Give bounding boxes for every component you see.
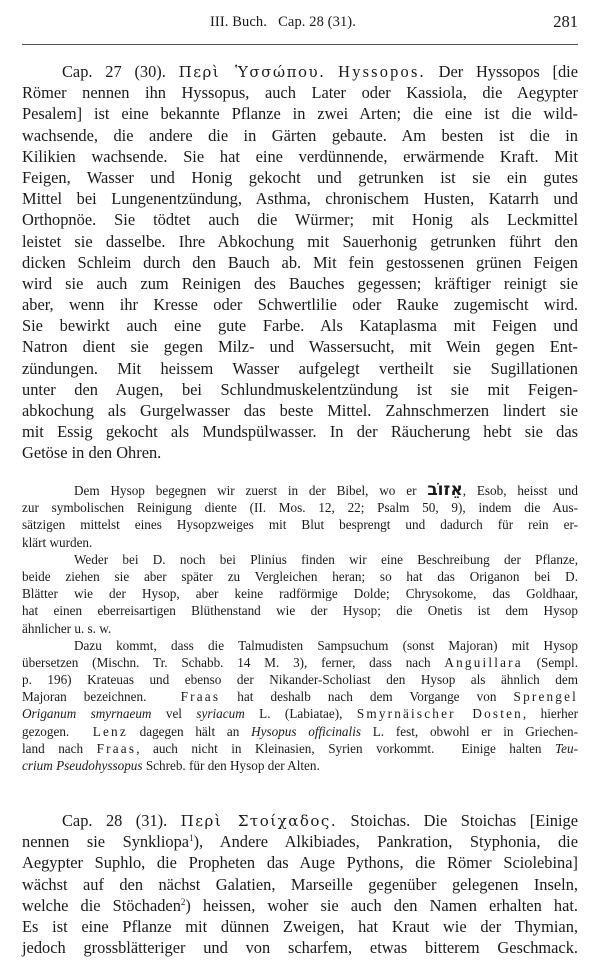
text-fragment: ) heissen, woher sie auch den Namen erhalten hat. [185,895,578,915]
note-line: zur symbolischen Reinigung diente (II. Mos. 12, 22; Psalm 50, 9), indem die Aus- [22,500,578,516]
text-line: zündungen. Mit heissem Wasser aufgelegt vertheilt sie Sugillationen [22,358,578,378]
note-line: hat einen eberreisartigen Blüthenstand wie der Hysop; die Onetis ist dem Hysop [22,603,578,619]
author-name: Fraas [180,689,221,705]
text-fragment: , hierher [522,706,578,722]
note-line [22,654,578,671]
species-name: crium Pseudohyssopus [22,758,143,773]
footnote-ref[interactable]: 2 [180,896,186,907]
text-line: wird sie auch zum Reinigen des Bauches gegessen; kräftiger reinigt sie [22,273,578,293]
text-line: Natron dient sie gegen Milz- und Wassersucht, mit Wein gegen Ent- [22,337,578,357]
text-line: Sie bewirkt auch eine gute Farbe. Als Kataplasma mit Feigen und [22,316,578,336]
note-line [22,740,578,757]
text-line: Orthopnöe. Sie tödtet auch die Würmer; mit Honig als Leckmittel [22,210,578,230]
text-line: Pesalem] ist eine bekannte Pflanze in zwei Arten; die eine ist die wild- [22,104,578,124]
text-fragment: gezogen. [22,723,93,739]
note-line: Blätter wie der Hysop, aber keine radförmige Dolde; Chrysokome, das Goldhaar, [22,586,578,602]
note-line: Weder bei D. noch bei Plinius finden wir eine Beschreibung der Pflanze, [74,551,578,567]
text-line: aber, wenn ihr Kresse oder Schwertlilie oder Rauke zugemischt wird. [22,295,578,315]
text-fragment: vel [151,706,197,722]
text-fragment: Dem Hysop begegnen wir zuerst in der Bibel, wo er [74,483,428,498]
text-line: Es ist eine Pflanze mit dünnen Zweigen, hat Kraut wie der Thymian, [22,916,578,936]
text-fragment: Schreb. für den Hysop der Alten. [142,758,320,773]
text-fragment: L. fest, obwohl er in Griechen- [361,723,578,739]
text-fragment: hat deshalb nach dem Vorgange von [220,689,514,705]
note-line: klärt wurden. [22,534,93,550]
text-line [22,810,578,831]
text-line: abkochung als Gurgelwasser das beste Mittel. Zahnschmerzen lindert sie [22,401,578,420]
text-fragment: land nach [22,740,97,756]
text-line: Mittel bei Lungenentzündung, Asthma, chronischem Husten, Katarrh und [22,189,578,209]
text-line [22,831,578,852]
chapter-27-text [22,61,578,464]
text-fragment: welche die Stöchaden [22,895,181,915]
text-fragment: nennen sie Synkliopa [22,832,190,852]
text-line: Aegypter Suphlo, die Propheten das Auge Pythons, die Römer Sciolebina] [22,853,578,873]
text-fragment: ), Andere Alkibiades, Pankration, Styphonia, die [193,832,578,852]
text-line: Feigen, Wasser und Honig gekocht und getrunken ist sie ein gutes [22,167,578,187]
page-number: 281 [553,12,578,31]
author-name: Fraas [96,740,137,756]
text-fragment: (Sempl. [522,654,578,670]
species-name: Teu- [555,740,578,756]
text-line: jedoch grossblätteriger und von scharfem, etwas bitterem Geschmack. [22,938,578,958]
page-header [22,0,578,45]
text-line [22,895,578,916]
common-name: Smyrnäischer Dosten [356,706,523,722]
author-name: Lenz [92,723,128,739]
author-name: Anguillara [444,654,523,670]
note-line: Dazu kommt, dass die Talmudisten Sampsuchum (sonst Majoran) mit Hysop [74,637,578,653]
species-name: Origanum smyrnaeum [22,706,152,722]
chapter-28-text [22,810,578,958]
text-fragment: , Esob, heisst und [462,483,578,498]
text-fragment: L. (Labiatae), [244,706,357,722]
note-line: sätzigen mittelst eines Hysopzweiges mit Blut besprengt und dadurch für rein er- [22,517,578,533]
note-line [22,482,578,499]
text-line: leistet sie dasselbe. Ihre Abkochung mit Sauerhonig getrunken führt den [22,231,578,251]
text-fragment: , auch nicht in Kleinasien, Syrien vorkommt. Einige halten [136,740,556,756]
greek-title: Περὶ Ὑσσώπου. [178,63,326,81]
text-line: Getöse in den Ohren. [22,443,162,463]
chapter-number: Cap. 28 (31). [62,811,181,830]
text-fragment: Stoichas. Die Stoichas [Einige [337,811,579,830]
note-line [22,688,578,705]
author-name: Sprengel [513,689,579,705]
species-name: Hysopus officinalis [251,723,361,739]
text-fragment: übersetzen (Mischn. Tr. Schabb. 14 M. 3), ferner, dass nach [22,654,445,670]
species-name: syriacum [196,706,245,722]
note-line: p. 196) Krateuas und ebenso der Nikander-Scholiast den Hysop als ähnlich dem [22,672,578,688]
text-line: wächst auf den nächst Galatien, Marseille gegenüber gelegenen Inseln, [22,874,578,894]
footnote-ref[interactable]: 1 [189,833,194,844]
chapter-number: Cap. 27 (30). [62,62,179,81]
text-line: unter den Augen, bei Schlundmuskelentzündung ist sie mit Feigen- [22,379,578,399]
commentary [22,482,578,774]
note-line [22,723,578,740]
note-line [22,705,578,722]
text-fragment: dagegen hält an [127,723,252,739]
hebrew-word: אֵזוֹב [427,480,463,500]
text-line: Römer nennen ihn Hyssopus, auch Later oder Kassiola, die Aegypter [22,83,578,103]
running-title: III. Buch. Cap. 28 (31). [210,14,356,30]
text-fragment: Der Hyssopos [die [425,62,578,81]
greek-title: Περὶ Στοίχαδος. [180,812,338,830]
plant-name: Hyssopos. [338,62,426,81]
text-fragment: Majoran bezeichnen. [22,689,181,705]
text-line [22,61,578,82]
text-line: dicken Schleim durch den Bauch ab. Mit fein gestossenen grünen Feigen [22,252,578,272]
text-line: wachsende, die andere die in Gärten gebaute. Am besten ist die in [22,125,578,145]
text-line: mit Essig gekocht als Mundspülwasser. In der Räucherung hebt sie das [22,422,578,442]
note-line: beide ziehen sie aber später zu Vergleichen heran; so hat das Origanon bei D. [22,568,578,584]
note-line [22,757,578,774]
note-line: ähnlicher u. s. w. [22,620,112,636]
text-line: Kilikien wachsende. Sie hat eine verdünnende, erwärmende Kraft. Mit [22,146,578,166]
